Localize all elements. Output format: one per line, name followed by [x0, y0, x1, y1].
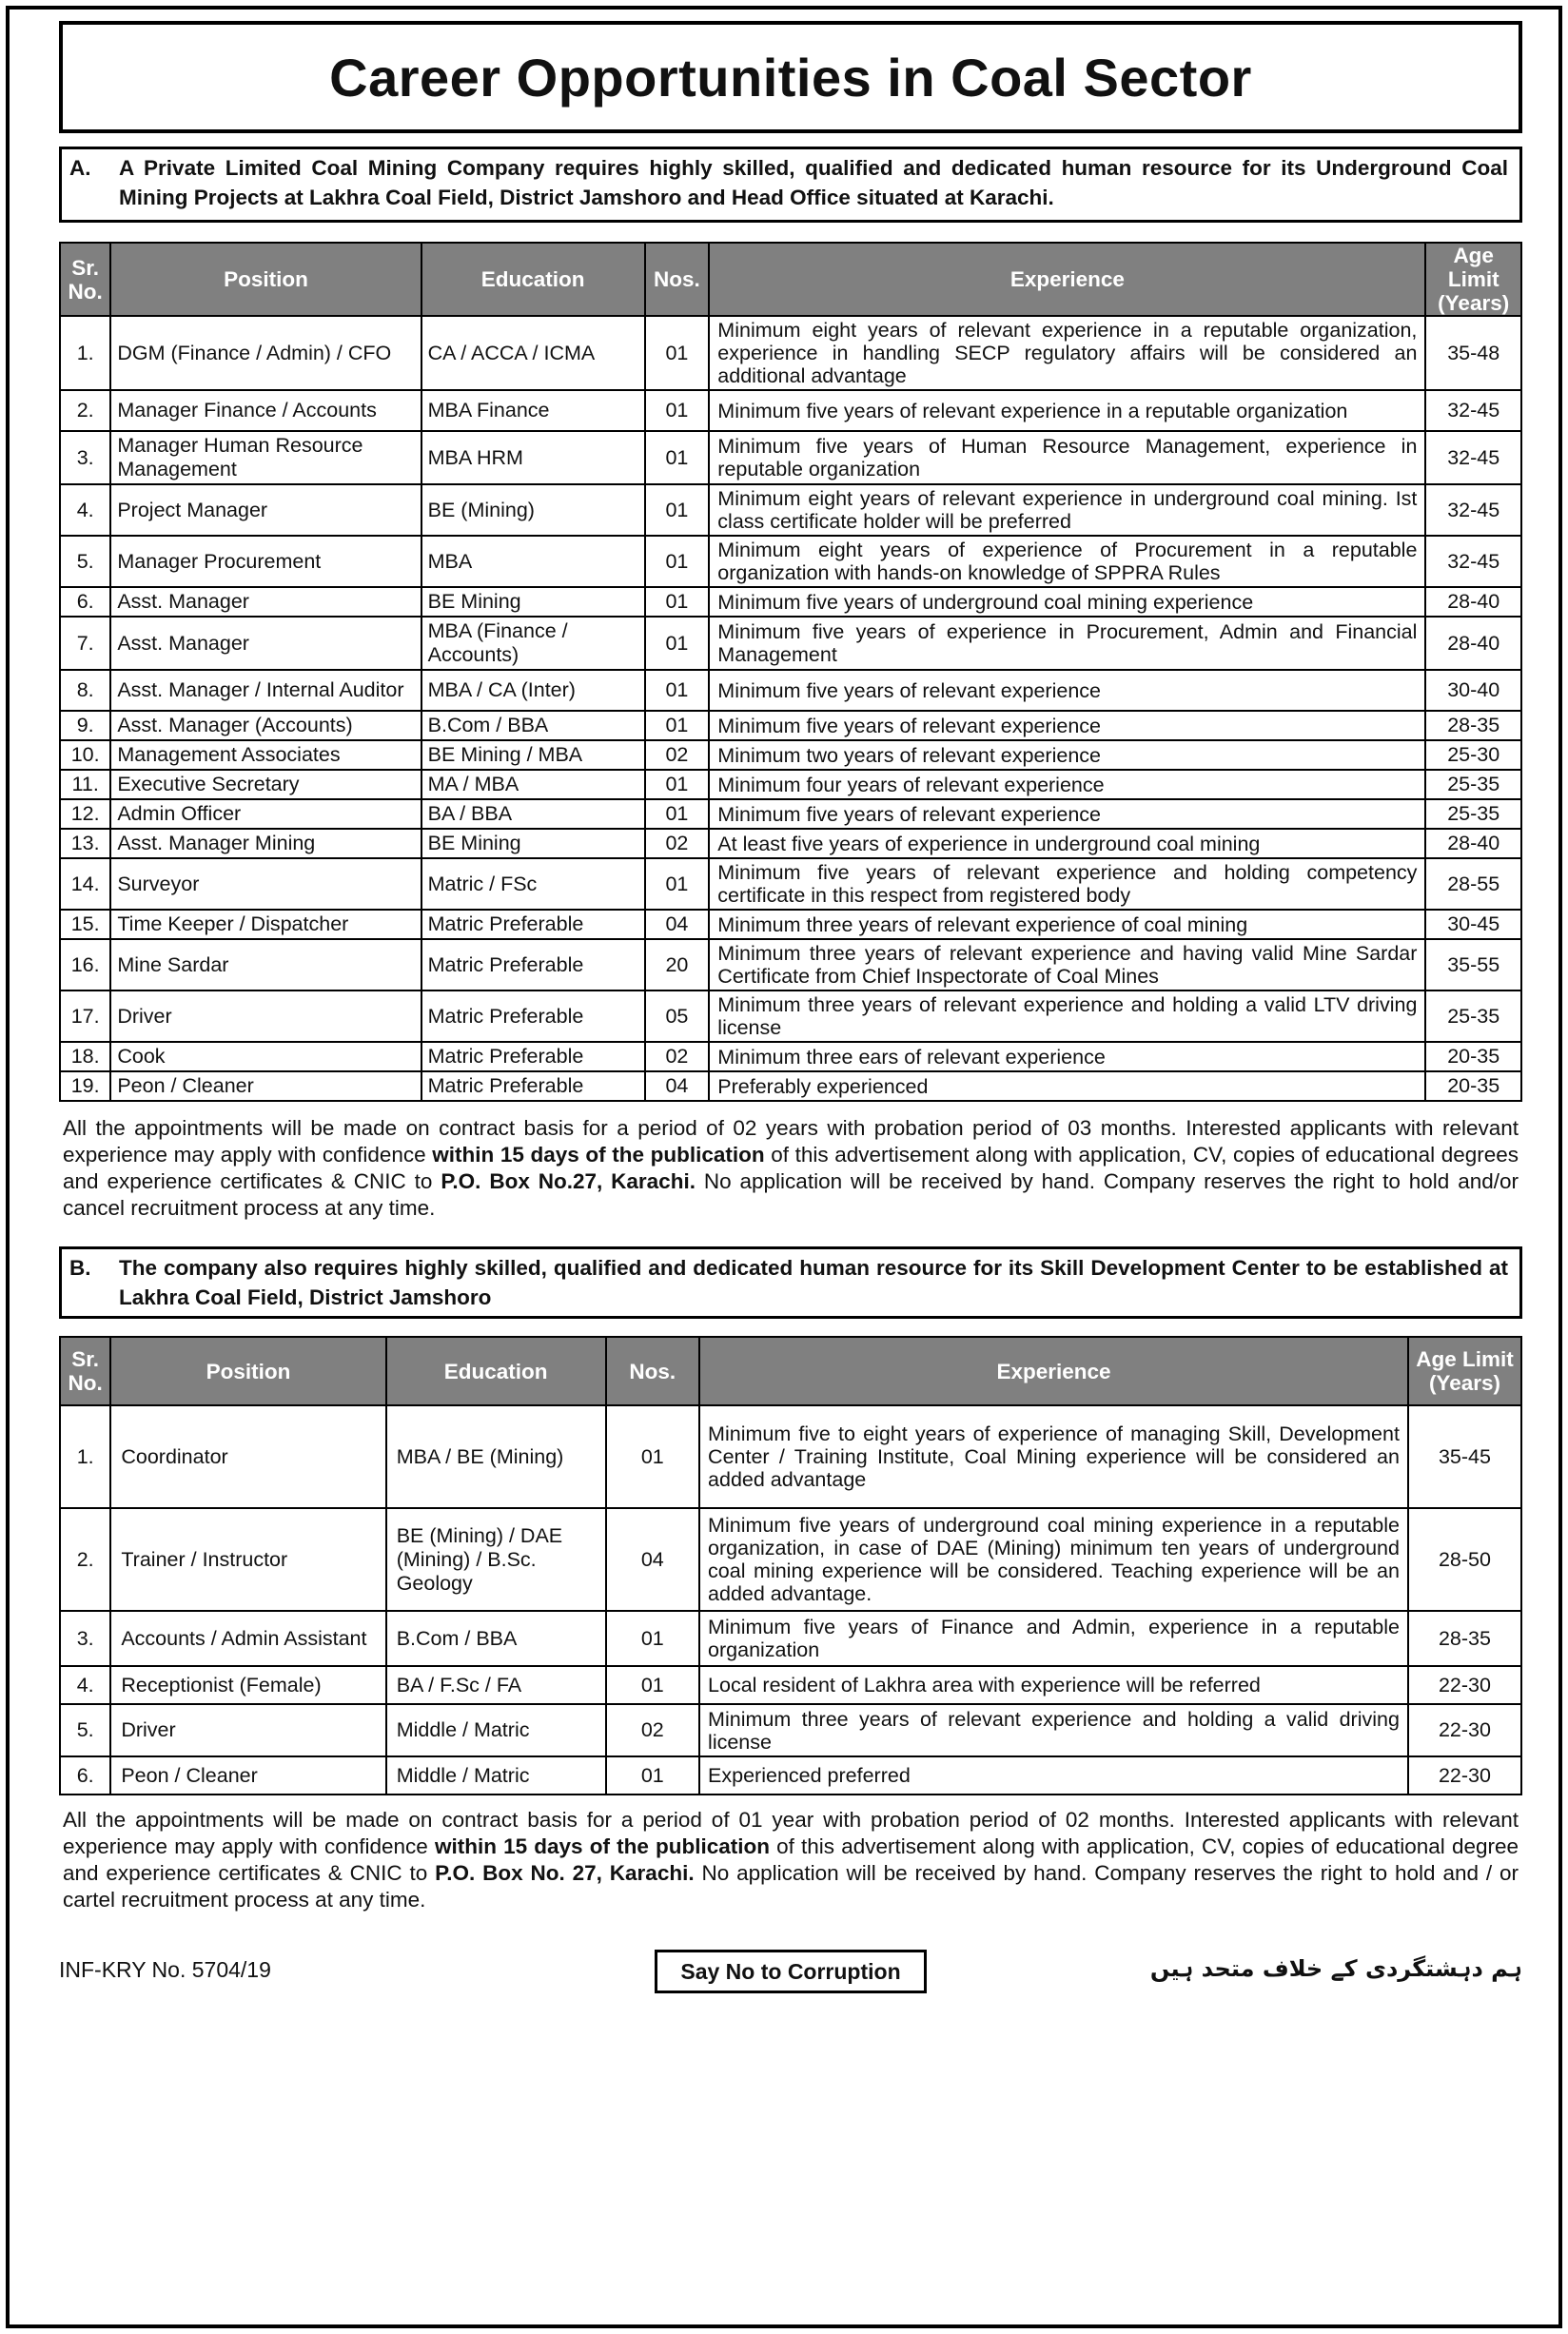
cell-experience: Minimum three years of relevant experience and holding a valid driving license	[699, 1704, 1408, 1756]
cell-experience: Minimum eight years of relevant experience in a reputable organization, experience in handling SECP regulatory affairs will be considered an additional advantage	[709, 316, 1425, 390]
cell-sr: 4.	[60, 484, 110, 536]
cell-nos: 02	[645, 740, 710, 770]
cell-sr: 7.	[60, 617, 110, 670]
cell-position: Asst. Manager / Internal Auditor	[110, 670, 421, 711]
cell-nos: 01	[645, 711, 710, 740]
table-row	[60, 711, 1521, 740]
cell-experience: Experienced preferred	[699, 1756, 1408, 1795]
cell-position: Executive Secretary	[110, 770, 421, 799]
cell-experience: Minimum three years of relevant experience of coal mining	[709, 910, 1425, 939]
section-a-heading	[59, 147, 1522, 223]
cell-nos: 20	[645, 939, 710, 990]
table-row	[60, 990, 1521, 1042]
cell-sr: 1.	[60, 316, 110, 390]
cell-sr: 4.	[60, 1666, 110, 1704]
header-education: Education	[421, 243, 645, 316]
cell-nos: 02	[606, 1704, 700, 1756]
cell-position: Coordinator	[110, 1405, 385, 1508]
cell-experience: Minimum three years of relevant experience and holding a valid LTV driving license	[709, 990, 1425, 1042]
cell-age: 22-30	[1408, 1756, 1521, 1795]
cell-sr: 13.	[60, 829, 110, 858]
cell-education: MBA (Finance / Accounts)	[421, 617, 645, 670]
cell-experience: Local resident of Lakhra area with experience will be referred	[699, 1666, 1408, 1704]
table-row	[60, 1405, 1521, 1508]
cell-experience: Minimum three ears of relevant experience	[709, 1042, 1425, 1071]
cell-education: MBA / CA (Inter)	[421, 670, 645, 711]
cell-sr: 9.	[60, 711, 110, 740]
header-sr: Sr. No.	[60, 1337, 110, 1405]
cell-education: CA / ACCA / ICMA	[421, 316, 645, 390]
table-row	[60, 431, 1521, 484]
cell-experience: Minimum five years of relevant experience and holding competency certificate in this respect from registered body	[709, 858, 1425, 910]
cell-sr: 3.	[60, 431, 110, 484]
header-sr: Sr. No.	[60, 243, 110, 316]
table-row	[60, 536, 1521, 587]
cell-experience: Minimum five years of underground coal mining experience in a reputable organization, in case of DAE (Mining) minimum ten years of underground coal mining experience will be considered. Teaching experience will be an added advantage.	[699, 1508, 1408, 1611]
cell-nos: 05	[645, 990, 710, 1042]
cell-position: Cook	[110, 1042, 421, 1071]
cell-position: Asst. Manager Mining	[110, 829, 421, 858]
inf-number: INF-KRY No. 5704/19	[59, 1957, 271, 1982]
cell-position: Driver	[110, 990, 421, 1042]
page-title: Career Opportunities in Coal Sector	[59, 21, 1522, 133]
header-nos: Nos.	[645, 243, 710, 316]
cell-nos: 02	[645, 1042, 710, 1071]
cell-experience: At least five years of experience in underground coal mining	[709, 829, 1425, 858]
header-experience: Experience	[709, 243, 1425, 316]
cell-position: Trainer / Instructor	[110, 1508, 385, 1611]
terms-paragraph-a: All the appointments will be made on contract basis for a period of 02 years with probation period of 03 months. Interested applicants with relevant experience may apply with confidence within 15 days of the publication of this advertisement along with application, CV, copies of educational degrees and experience certificates & CNIC to P.O. Box No.27, Karachi. No application will be received by hand. Company reserves the right to hold and/or cancel recruitment process at any time.	[63, 1116, 1519, 1220]
cell-age: 28-35	[1425, 711, 1521, 740]
cell-position: Peon / Cleaner	[110, 1756, 385, 1795]
cell-experience: Minimum four years of relevant experience	[709, 770, 1425, 799]
table-row	[60, 1666, 1521, 1704]
table-row	[60, 484, 1521, 536]
cell-age: 35-55	[1425, 939, 1521, 990]
table-row	[60, 1611, 1521, 1666]
cell-nos: 01	[645, 799, 710, 829]
section-b-heading	[59, 1246, 1522, 1319]
cell-experience: Minimum five years of underground coal mining experience	[709, 587, 1425, 617]
cell-age: 32-45	[1425, 431, 1521, 484]
cell-education: BE (Mining)	[421, 484, 645, 536]
cell-nos: 04	[645, 1071, 710, 1101]
footer	[59, 1948, 1522, 2005]
cell-age: 35-48	[1425, 316, 1521, 390]
table-header-row	[60, 1337, 1521, 1405]
cell-experience: Minimum five years of relevant experience in a reputable organization	[709, 390, 1425, 431]
cell-education: Matric Preferable	[421, 1071, 645, 1101]
cell-age: 35-45	[1408, 1405, 1521, 1508]
cell-nos: 01	[645, 770, 710, 799]
cell-education: Middle / Matric	[386, 1756, 606, 1795]
cell-position: Asst. Manager (Accounts)	[110, 711, 421, 740]
cell-age: 30-45	[1425, 910, 1521, 939]
cell-nos: 01	[645, 484, 710, 536]
cell-sr: 6.	[60, 1756, 110, 1795]
cell-experience: Preferably experienced	[709, 1071, 1425, 1101]
cell-sr: 5.	[60, 536, 110, 587]
cell-age: 32-45	[1425, 484, 1521, 536]
cell-experience: Minimum five years of Human Resource Management, experience in reputable organization	[709, 431, 1425, 484]
cell-age: 28-40	[1425, 829, 1521, 858]
cell-education: BE Mining	[421, 829, 645, 858]
section-b-letter: B.	[69, 1256, 91, 1280]
table-row	[60, 316, 1521, 390]
table-header-row	[60, 243, 1521, 316]
cell-education: B.Com / BBA	[386, 1611, 606, 1666]
cell-sr: 16.	[60, 939, 110, 990]
table-row	[60, 1756, 1521, 1795]
cell-position: DGM (Finance / Admin) / CFO	[110, 316, 421, 390]
cell-sr: 12.	[60, 799, 110, 829]
cell-age: 30-40	[1425, 670, 1521, 711]
jobs-table-b	[59, 1336, 1522, 1795]
cell-education: BA / F.Sc / FA	[386, 1666, 606, 1704]
cell-sr: 1.	[60, 1405, 110, 1508]
section-b-highlight: Skill Development Center	[1040, 1256, 1300, 1280]
cell-sr: 10.	[60, 740, 110, 770]
table-row	[60, 670, 1521, 711]
cell-position: Surveyor	[110, 858, 421, 910]
cell-nos: 01	[645, 858, 710, 910]
cell-position: Management Associates	[110, 740, 421, 770]
table-row	[60, 799, 1521, 829]
cell-position: Peon / Cleaner	[110, 1071, 421, 1101]
advertisement-frame	[6, 6, 1562, 2328]
cell-nos: 01	[645, 670, 710, 711]
cell-experience: Minimum five years of relevant experience	[709, 711, 1425, 740]
cell-age: 25-30	[1425, 740, 1521, 770]
header-nos: Nos.	[606, 1337, 700, 1405]
cell-age: 32-45	[1425, 536, 1521, 587]
cell-nos: 01	[606, 1756, 700, 1795]
jobs-table-a	[59, 242, 1522, 1102]
cell-position: Driver	[110, 1704, 385, 1756]
cell-age: 25-35	[1425, 799, 1521, 829]
cell-education: BE (Mining) / DAE (Mining) / B.Sc. Geology	[386, 1508, 606, 1611]
cell-sr: 2.	[60, 1508, 110, 1611]
terms-paragraph-b: All the appointments will be made on contract basis for a period of 01 year with probation period of 02 months. Interested applicants with relevant experience may apply with confidence within 15 days of the publication of this advertisement along with application, CV, copies of educational degree and experience certificates & CNIC to P.O. Box No. 27, Karachi. No application will be received by hand. Company reserves the right to hold and / or cartel recruitment process at any time.	[63, 1808, 1519, 1912]
cell-position: Accounts / Admin Assistant	[110, 1611, 385, 1666]
cell-position: Asst. Manager	[110, 587, 421, 617]
cell-sr: 19.	[60, 1071, 110, 1101]
cell-position: Manager Human Resource Management	[110, 431, 421, 484]
cell-education: MBA	[421, 536, 645, 587]
cell-age: 22-30	[1408, 1704, 1521, 1756]
header-position: Position	[110, 243, 421, 316]
cell-sr: 14.	[60, 858, 110, 910]
cell-sr: 8.	[60, 670, 110, 711]
header-age: Age Limit (Years)	[1425, 243, 1521, 316]
cell-experience: Minimum five years of Finance and Admin, experience in a reputable organization	[699, 1611, 1408, 1666]
cell-position: Asst. Manager	[110, 617, 421, 670]
cell-position: Receptionist (Female)	[110, 1666, 385, 1704]
table-row	[60, 939, 1521, 990]
cell-age: 28-55	[1425, 858, 1521, 910]
table-row	[60, 829, 1521, 858]
table-row	[60, 1071, 1521, 1101]
cell-nos: 01	[606, 1666, 700, 1704]
table-row	[60, 617, 1521, 670]
cell-nos: 01	[606, 1405, 700, 1508]
cell-nos: 01	[645, 587, 710, 617]
table-row	[60, 910, 1521, 939]
cell-sr: 6.	[60, 587, 110, 617]
cell-sr: 11.	[60, 770, 110, 799]
cell-age: 28-50	[1408, 1508, 1521, 1611]
table-row	[60, 858, 1521, 910]
cell-education: MBA / BE (Mining)	[386, 1405, 606, 1508]
cell-education: BE Mining / MBA	[421, 740, 645, 770]
header-experience: Experience	[699, 1337, 1408, 1405]
table-row	[60, 1704, 1521, 1756]
cell-position: Time Keeper / Dispatcher	[110, 910, 421, 939]
cell-position: Manager Finance / Accounts	[110, 390, 421, 431]
cell-education: BE Mining	[421, 587, 645, 617]
section-a-text: A Private Limited Coal Mining Company requires highly skilled, qualified and dedicated human resource for its Underground Coal Mining Projects at Lakhra Coal Field, District Jamshoro and Head Office situated at Karachi.	[119, 156, 1508, 209]
cell-education: Matric Preferable	[421, 939, 645, 990]
cell-nos: 04	[606, 1508, 700, 1611]
cell-position: Project Manager	[110, 484, 421, 536]
header-education: Education	[386, 1337, 606, 1405]
cell-nos: 01	[645, 536, 710, 587]
cell-experience: Minimum eight years of experience of Procurement in a reputable organization with hands-on knowledge of SPPRA Rules	[709, 536, 1425, 587]
cell-age: 32-45	[1425, 390, 1521, 431]
table-row	[60, 1508, 1521, 1611]
cell-experience: Minimum five years of relevant experience	[709, 670, 1425, 711]
cell-education: Matric Preferable	[421, 910, 645, 939]
section-b-text: The company also requires highly skilled, qualified and dedicated human resource for its Skill Development Center to be established at Lakhra Coal Field, District Jamshoro	[119, 1256, 1508, 1309]
table-row	[60, 770, 1521, 799]
cell-experience: Minimum eight years of relevant experience in underground coal mining. Ist class certificate holder will be preferred	[709, 484, 1425, 536]
table-row	[60, 587, 1521, 617]
cell-sr: 5.	[60, 1704, 110, 1756]
cell-experience: Minimum two years of relevant experience	[709, 740, 1425, 770]
cell-nos: 01	[645, 431, 710, 484]
cell-position: Manager Procurement	[110, 536, 421, 587]
cell-nos: 02	[645, 829, 710, 858]
cell-nos: 01	[645, 390, 710, 431]
cell-nos: 01	[645, 316, 710, 390]
cell-sr: 3.	[60, 1611, 110, 1666]
cell-education: B.Com / BBA	[421, 711, 645, 740]
cell-nos: 01	[606, 1611, 700, 1666]
cell-experience: Minimum five years of experience in Procurement, Admin and Financial Management	[709, 617, 1425, 670]
cell-position: Mine Sardar	[110, 939, 421, 990]
cell-sr: 17.	[60, 990, 110, 1042]
cell-age: 22-30	[1408, 1666, 1521, 1704]
table-row	[60, 740, 1521, 770]
urdu-slogan: ہم دہشتگردی کے خلاف متحد ہیں	[1149, 1955, 1522, 1982]
header-position: Position	[110, 1337, 385, 1405]
cell-experience: Minimum five years of relevant experience	[709, 799, 1425, 829]
cell-experience: Minimum three years of relevant experience and having valid Mine Sardar Certificate from Chief Inspectorate of Coal Mines	[709, 939, 1425, 990]
section-a-letter: A.	[69, 156, 91, 180]
cell-age: 20-35	[1425, 1042, 1521, 1071]
cell-education: BA / BBA	[421, 799, 645, 829]
cell-sr: 15.	[60, 910, 110, 939]
cell-nos: 04	[645, 910, 710, 939]
cell-education: MBA Finance	[421, 390, 645, 431]
cell-nos: 01	[645, 617, 710, 670]
table-row	[60, 390, 1521, 431]
cell-education: Middle / Matric	[386, 1704, 606, 1756]
cell-age: 28-35	[1408, 1611, 1521, 1666]
section-a-highlight: Underground Coal Mining Projects	[119, 156, 1508, 209]
table-row	[60, 1042, 1521, 1071]
cell-position: Admin Officer	[110, 799, 421, 829]
cell-age: 20-35	[1425, 1071, 1521, 1101]
cell-experience: Minimum five to eight years of experience of managing Skill, Development Center / Training Institute, Coal Mining experience will be considered an added advantage	[699, 1405, 1408, 1508]
cell-education: MBA HRM	[421, 431, 645, 484]
cell-sr: 2.	[60, 390, 110, 431]
anti-corruption-slogan: Say No to Corruption	[655, 1950, 927, 1993]
cell-education: Matric Preferable	[421, 990, 645, 1042]
cell-age: 25-35	[1425, 770, 1521, 799]
cell-education: Matric Preferable	[421, 1042, 645, 1071]
cell-sr: 18.	[60, 1042, 110, 1071]
cell-age: 25-35	[1425, 990, 1521, 1042]
cell-education: MA / MBA	[421, 770, 645, 799]
cell-education: Matric / FSc	[421, 858, 645, 910]
cell-age: 28-40	[1425, 617, 1521, 670]
cell-age: 28-40	[1425, 587, 1521, 617]
header-age: Age Limit (Years)	[1408, 1337, 1521, 1405]
